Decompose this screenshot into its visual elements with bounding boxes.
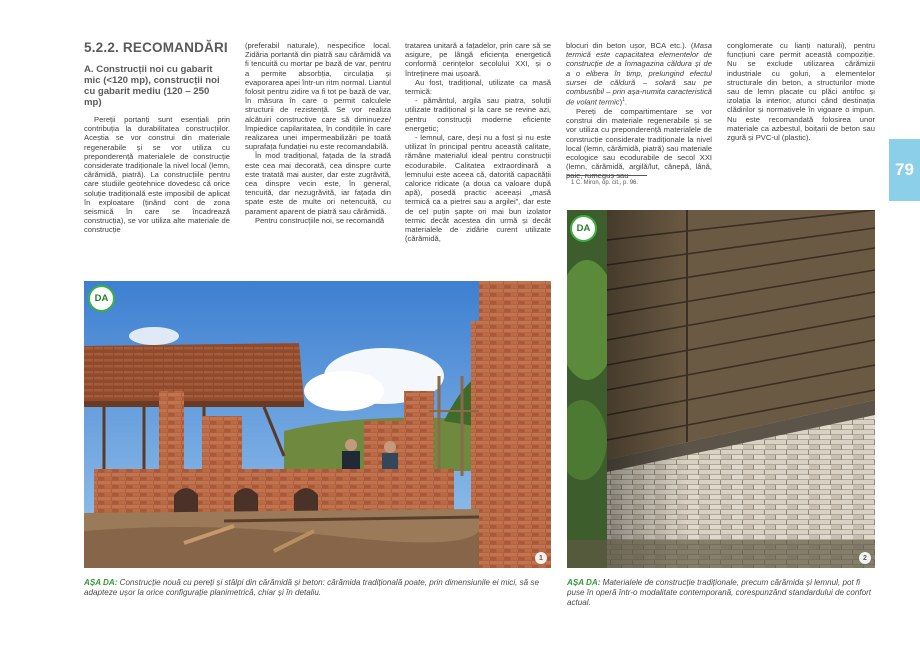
paragraph: Pereți de compartimentare se vor construi din materiale regenerabile și se vor utiliza cu preponderență materialele de construcție considerate tradiționale la nivel local (lemn, cărămidă, piatră) sau materiale ecologice sau ecodurabile de secol XXI (lemn, cărămidă, argilă/lut, cânepă, lână, paie, rumeguș sau (566, 106, 712, 181)
paragraph: (preferabil naturale), nespecifice local. Zidăria portantă din piatră sau cărămidă va fi tencuită cu mortar pe bază de var, pentru a permite absorbția, circulația și evaporarea apei într-un ritm normal. Liantul folosit pentru zidire va fi tot pe bază de var, în măsura în care o permit calculele structurii de rezistență. Se vor realiza alcătuiri constructive care să diminueze/împiedice capilaritatea, în condițiile în care realizarea unei impermeabilizări pe toată suprafața fundației nu este recomandabilă. (245, 41, 391, 152)
caption-text: Construcție nouă cu pereți și stâlpi din cărămidă și beton: cărămida tradițională poate, prin dimensiunile ei mici, să se adapteze ușor la orice configurație planimetrică, chiar și în detaliu. (84, 578, 539, 597)
caption-text: Materialele de construcție tradiționale, precum cărămida și lemnul, pot fi puse în operă într-o modalitate contemporană, corespunzând standardului de confort actual. (567, 578, 872, 607)
text-column-3 (405, 41, 551, 243)
caption-label: AȘA DA: (84, 578, 118, 587)
photo-number: 1 (535, 552, 547, 564)
photo-number: 2 (859, 552, 871, 564)
photo-brick-construction (84, 281, 551, 568)
photo-wood-brick-wall-image (567, 210, 875, 568)
photo-caption-1 (84, 578, 554, 598)
photo-caption-2 (567, 578, 877, 607)
footnote-divider (567, 175, 647, 176)
caption-label: AȘA DA: (567, 578, 601, 587)
paragraph: - pământul, argila sau piatra, soluții utilizate tradițional și la care se revine azi, pentru construcții moderne eficiente energetic; (405, 96, 551, 133)
paragraph: - lemnul, care, deși nu a fost și nu este utilizat în principal pentru această calitate, rămâne materialul ideal pentru construcții ecodurabile. Calitatea extraordinară a lemnului este aceea că, datorită capacității calorice ridicate (a doua ca valoare după apă), posedă practic aceeași „masă termică ca a pietrei sau a argilei”, dar este de cel puțin șapte ori mai bun izolator termic decât acestea din urmă și decât materialele de zidărie curent utilizate (cărămidă, (405, 133, 551, 244)
text-column-5 (727, 41, 875, 142)
photo-brick-construction-image (84, 281, 551, 568)
text-run: ) (619, 97, 623, 107)
page-number-tab (889, 139, 920, 201)
paragraph: Pereții portanți sunt esențiali prin contribuția la durabilitatea construcțiilor. Aceștia se vor construi din materiale regenerabile și se vor utiliza cu preponderență materialele de construcție considerate tradiționale la nivel local (lemn, cărămidă, piatră). La construcțiile pentru care studiile geotehnice dovedesc că orice soluție tradițională este imposibil de aplicat în exploatare (ținând cont de zona seismică în care se încadrează construcția), se vor utiliza alte materiale de construcție (84, 115, 230, 235)
paragraph: Pentru construcțiile noi, se recomandă (255, 215, 385, 225)
paragraph (566, 41, 712, 107)
paragraph: În mod tradițional, fațada de la stradă este cea mai decorată, cea dinspre curte este tratată mai auster, dar este zugrăvită, cea dinspre vecin este, în general, tencuită, dar nezugrăvită, iar fațada din spate este de multe ori netencuită, cu parament aparent de piatră sau cărămidă. (245, 151, 391, 216)
paragraph: conglomerate cu lianți naturali), pentru funcțiuni care permit această compoziție. Nu se exclude utilizarea cărămizii industriale cu goluri, a elementelor structurale din beton, a structurilor mixte sau de lemn placate cu plăci antifoc și izolația la interior, atunci când destinația clădirilor și normativele în vigoare o impun. Nu este recomandată folosirea unor materiale ca azbestul, boițarii de beton sau zgură și PVC-ul (plastic). (727, 41, 875, 143)
approved-badge: DA (88, 285, 115, 312)
section-title: 5.2.2. RECOMANDĂRI (84, 40, 228, 55)
paragraph: tratarea unitară a fațadelor, prin care să se asigure, pe lângă eficiența energetică conformă cerințelor secolului XXI, și o întreținere mai ușoară. (405, 41, 551, 78)
text-column-1 (84, 115, 230, 235)
text-run: . (624, 97, 628, 107)
text-run: blocuri din beton ușor, BCA etc.). ( (566, 41, 694, 50)
subsection-title: A. Construcții noi cu gabarit mic (<120 mp), construcții noi cu gabarit mediu (120 – 250 mp) (84, 64, 220, 108)
italic-definition: Masa termică este capacitatea elementelor de construcție de a înmagazina căldura și de a o elibera în timp, prelungind efectul sursei de căldură – solară sau pe combustibil – prin așa-numita caracteristică de volant termic (566, 41, 712, 107)
approved-badge: DA (570, 215, 597, 242)
text-column-2 (245, 41, 391, 225)
text-column-4 (566, 41, 712, 181)
footnote: 1 C. Miron, op. cit., p. 96. (571, 180, 639, 186)
photo-wood-brick-wall (567, 210, 875, 568)
footnote-marker: 1 (622, 97, 625, 104)
page-number: 79 (895, 160, 914, 179)
paragraph: Au fost, tradițional, utilizate ca masă termică: (405, 77, 551, 97)
